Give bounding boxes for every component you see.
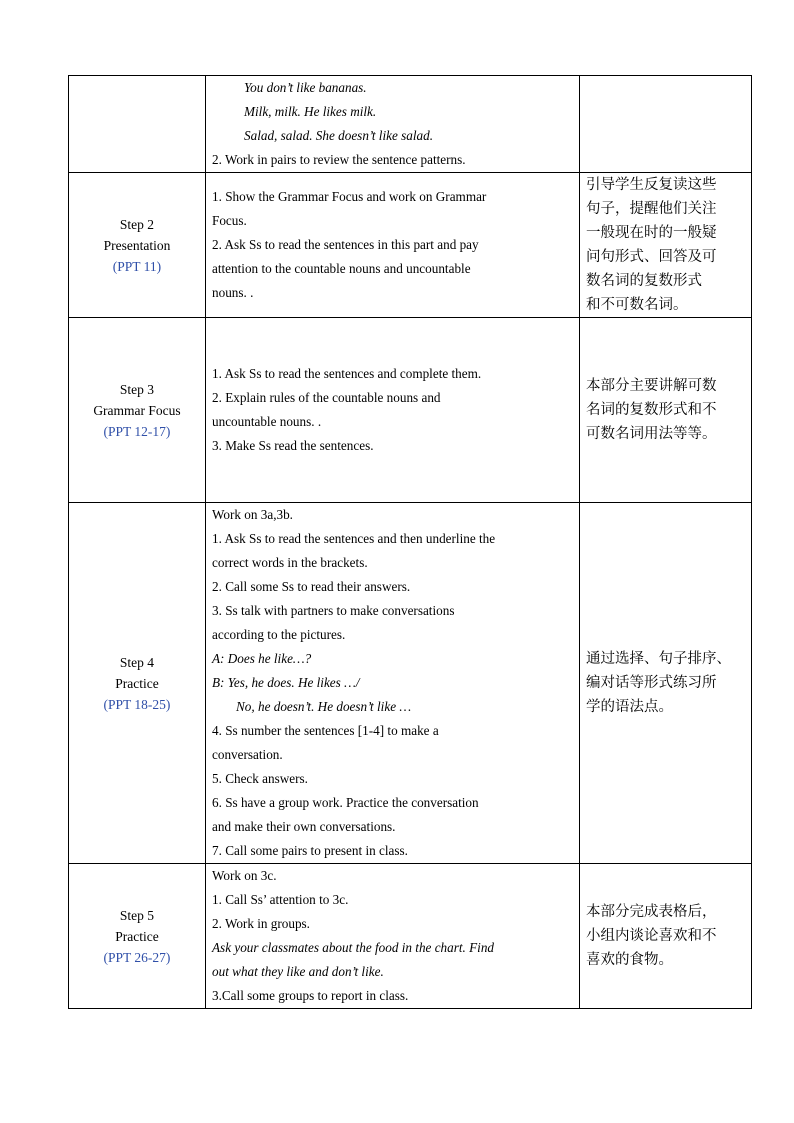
step-cell-empty [69, 76, 206, 173]
content-line: 2. Work in pairs to review the sentence patterns. [212, 152, 466, 167]
content-line: Work on 3c. [212, 868, 277, 883]
note-cell [580, 864, 752, 1009]
content-line: Salad, salad. She doesn’t like salad. [244, 128, 434, 143]
content-line: 2. Explain rules of the countable nouns and [212, 390, 441, 405]
content-line: 2. Ask Ss to read the sentences in this part and pay [212, 237, 479, 252]
content-line: and make their own conversations. [212, 819, 396, 834]
content-line: 5. Check answers. [212, 771, 308, 786]
step-number: Step 2 [119, 216, 155, 232]
content-line: 4. Ss number the sentences [1-4] to make a [212, 723, 439, 738]
step-ppt: (PPT 12-17) [103, 423, 171, 439]
content-line: 1. Call Ss’ attention to 3c. [212, 892, 349, 907]
table-row [69, 864, 752, 1009]
table-row [69, 173, 752, 318]
note-line: 引导学生反复读这些 [586, 177, 717, 193]
content-line: out what they like and don’t like. [212, 964, 384, 979]
content-line: 2. Call some Ss to read their answers. [212, 579, 411, 594]
note-line: 学的语法点。 [586, 699, 673, 715]
step-cell [69, 864, 206, 1009]
note-line: 数名词的复数形式 [586, 273, 702, 289]
step-number: Step 5 [119, 907, 155, 923]
content-line: correct words in the brackets. [212, 555, 368, 570]
step-ppt: (PPT 11) [112, 258, 162, 274]
content-line: uncountable nouns. . [212, 414, 322, 429]
step-ppt: (PPT 18-25) [103, 696, 171, 712]
note-line: 一般现在时的一般疑 [586, 225, 717, 241]
content-line: conversation. [212, 747, 283, 762]
note-line: 问句形式、回答及可 [586, 249, 717, 265]
note-line: 可数名词用法等等。 [586, 426, 717, 442]
content-line: Milk, milk. He likes milk. [244, 104, 377, 119]
note-cell [580, 173, 752, 318]
note-line: 通过选择、句子排序、 [586, 651, 731, 667]
content-line: 1. Ask Ss to read the sentences and then underline the [212, 531, 496, 546]
note-cell [580, 318, 752, 503]
content-line: according to the pictures. [212, 627, 346, 642]
content-line: A: Does he like…? [212, 651, 312, 666]
procedure-cell [206, 503, 580, 864]
note-line: 名词的复数形式和不 [586, 402, 717, 418]
content-line: 1. Show the Grammar Focus and work on Grammar [212, 189, 487, 204]
step-title: Grammar Focus [93, 402, 181, 418]
content-line: You don’t like bananas. [244, 80, 367, 95]
step-title: Practice [115, 928, 159, 944]
content-line: attention to the countable nouns and uncountable [212, 261, 471, 276]
content-line: Work on 3a,3b. [212, 507, 293, 522]
content-line: Ask your classmates about the food in the chart. Find [212, 940, 495, 955]
table-row [69, 503, 752, 864]
step-title: Presentation [103, 237, 171, 253]
content-line: 7. Call some pairs to present in class. [212, 843, 408, 858]
content-line: nouns. . [212, 285, 254, 300]
table-row [69, 76, 752, 173]
note-line: 本部分主要讲解可数 [586, 378, 717, 394]
step-ppt: (PPT 26-27) [103, 949, 171, 965]
step-cell [69, 173, 206, 318]
content-line: Focus. [212, 213, 247, 228]
content-line: 2. Work in groups. [212, 916, 310, 931]
content-line: 1. Ask Ss to read the sentences and complete them. [212, 366, 482, 381]
content-line: B: Yes, he does. He likes …/ [212, 675, 360, 690]
content-line: 6. Ss have a group work. Practice the conversation [212, 795, 479, 810]
note-line: 编对话等形式练习所 [586, 675, 717, 691]
note-line: 和不可数名词。 [586, 297, 688, 313]
step-cell [69, 318, 206, 503]
step-cell [69, 503, 206, 864]
table-row [69, 318, 752, 503]
procedure-cell [206, 173, 580, 318]
procedure-cell [206, 864, 580, 1009]
step-number: Step 4 [119, 654, 155, 670]
step-title: Practice [115, 675, 159, 691]
note-line: 喜欢的食物。 [586, 952, 673, 968]
step-number: Step 3 [119, 381, 155, 397]
procedure-cell [206, 76, 580, 173]
note-cell-empty [580, 76, 752, 173]
note-line: 本部分完成表格后， [586, 904, 717, 920]
content-line: 3.Call some groups to report in class. [212, 988, 409, 1003]
procedure-cell [206, 318, 580, 503]
content-line: 3. Make Ss read the sentences. [212, 438, 374, 453]
content-line: No, he doesn’t. He doesn’t like … [236, 699, 412, 714]
note-line: 小组内谈论喜欢和不 [586, 928, 717, 944]
content-line: 3. Ss talk with partners to make conversations [212, 603, 455, 618]
note-cell [580, 503, 752, 864]
lesson-plan-table [68, 75, 752, 1009]
note-line: 句子，提醒他们关注 [586, 201, 717, 217]
